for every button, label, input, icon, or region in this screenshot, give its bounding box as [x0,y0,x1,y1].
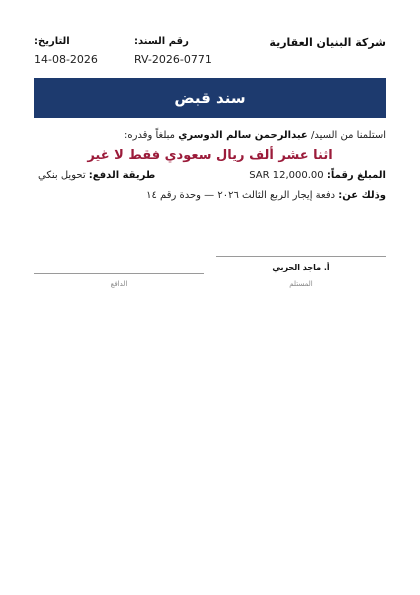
payment-method-label: طريقة الدفع: [88,170,156,181]
receiver-name: أ. ماجد الحربي [272,263,330,272]
document-title: سند قبض [174,89,246,107]
payment-method-line [38,170,155,181]
date-label: التاريخ: [34,36,70,47]
receipt-number-label: رقم السند: [134,36,189,47]
receipt-date: 14-08-2026 [34,53,98,66]
receiver-caption: المستلم [289,280,313,288]
receipt-number: RV-2026-0771 [134,53,212,66]
company-name: شركة البنيان العقارية [269,36,386,49]
purpose-text: دفعة إيجار الربع الثالث ٢٠٢٦ — وحدة رقم ١٤ [146,190,336,201]
received-prefix: استلمنا من السيد/ [310,130,386,141]
purpose-line [146,190,386,201]
receiver-signature-line [216,256,386,257]
amount-label: المبلغ رقماً: [326,170,386,181]
amount-line [249,170,386,181]
payer-caption: الدافع [110,280,128,288]
payment-method: تحويل بنكي [38,170,86,181]
amount-value: SAR 12,000.00 [249,170,324,181]
received-suffix: مبلغاً وقدره: [124,130,176,141]
amount-in-words: اثنا عشر ألف ريال سعودي فقط لا غير [87,148,333,163]
title-banner [34,78,386,118]
payer-signature-line [34,273,204,274]
payer-name: عبدالرحمن سالم الدوسري [178,130,308,141]
purpose-label: وذلك عن: [338,190,386,201]
received-from-line [124,130,386,141]
